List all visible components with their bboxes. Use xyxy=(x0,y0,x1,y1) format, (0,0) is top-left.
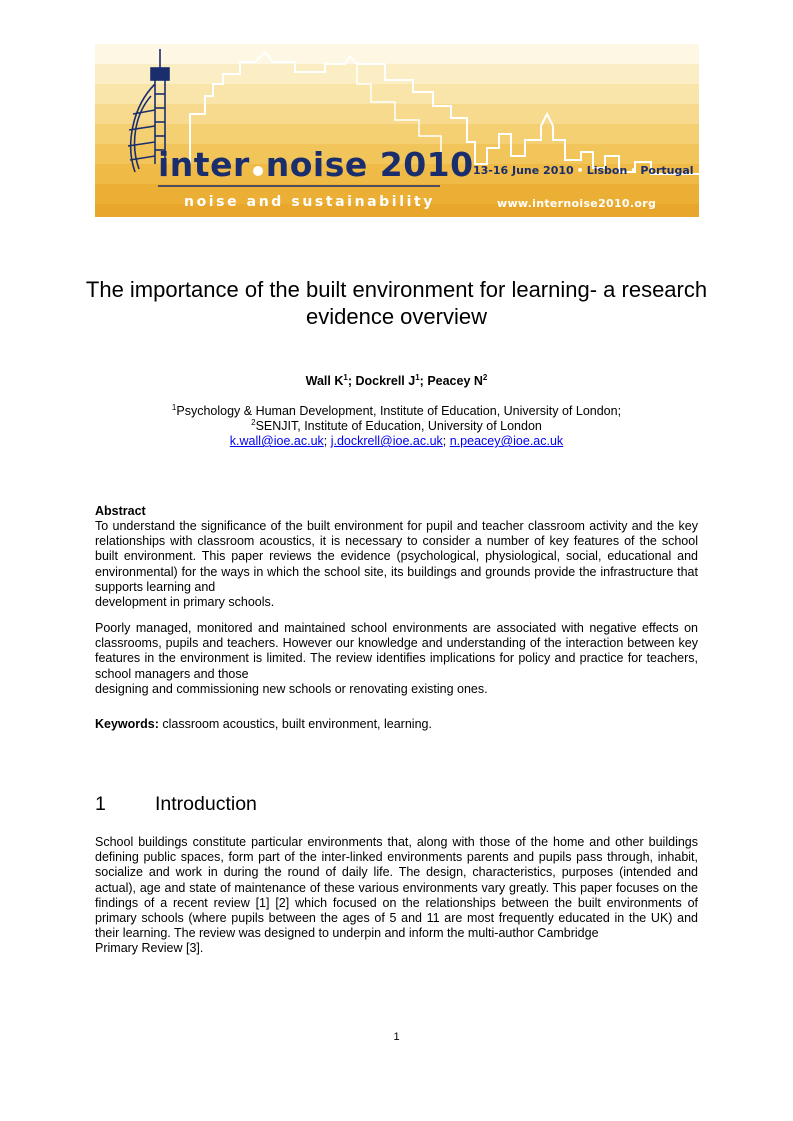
separator-dot: • xyxy=(630,164,638,177)
paragraph-last-line: development in primary schools. xyxy=(95,595,275,610)
keywords-text: classroom acoustics, built environment, learning. xyxy=(158,717,432,731)
paragraph-body: Poorly managed, monitored and maintained school environments are associated with negative effects on classrooms, pupils and teachers. However our knowledge and understanding of the interaction between key features in the environment is limited. The review identifies implications for policy and practice for teachers, school managers and those xyxy=(95,621,698,681)
affiliation-text: Psychology & Human Development, Institute of Education, University of London; xyxy=(176,404,622,418)
email-link[interactable]: j.dockrell@ioe.ac.uk xyxy=(330,434,443,448)
affiliation-mark: 2 xyxy=(251,418,256,427)
email-line: k.wall@ioe.ac.uk; j.dockrell@ioe.ac.uk; n.peacey@ioe.ac.uk xyxy=(229,434,564,448)
conference-date-location xyxy=(473,165,694,176)
affiliation-mark: 1 xyxy=(171,403,177,412)
author-name: Dockrell J xyxy=(355,374,416,388)
paragraph-last-line: designing and commissioning new schools or renovating existing ones. xyxy=(95,681,488,696)
page-number: 1 xyxy=(393,1031,400,1043)
conference-subtitle: noise and sustainability xyxy=(184,194,436,210)
section-heading xyxy=(95,792,257,816)
conference-url: www.internoise2010.org xyxy=(497,197,657,210)
conference-country: Portugal xyxy=(640,164,694,177)
section-title: Introduction xyxy=(155,793,257,815)
author-name: Wall K xyxy=(305,374,344,388)
abstract-paragraph xyxy=(95,519,698,610)
separator-dot: • xyxy=(576,164,584,177)
author-affiliation-mark: 2 xyxy=(482,373,488,382)
logo-dot xyxy=(253,166,263,176)
author-list: Wall $K^1$; Dockrell $J^1$; Peacey $N^2$ xyxy=(305,373,488,388)
conference-banner xyxy=(95,44,699,217)
affiliation-line xyxy=(0,419,793,434)
email-link[interactable]: k.wall@ioe.ac.uk xyxy=(229,434,324,448)
paragraph-last-line: Primary Review [3]. xyxy=(95,941,204,956)
paragraph-body: To understand the significance of the built environment for pupil and teacher classroom activity and the key relationships with classroom acoustics, it is necessary to consider a number of key features of the school built environment. This paper reviews the evidence (psychological, physiological, social, educational and environmental) for the ways in which the school site, its buildings and grounds provide the infrastructure that supports learning and xyxy=(95,519,698,594)
author-affiliation-mark: 1 xyxy=(415,373,420,382)
conference-logo xyxy=(158,145,474,184)
abstract-heading: Abstract xyxy=(95,504,146,518)
conference-city: Lisbon xyxy=(586,164,628,177)
keywords-line xyxy=(95,717,432,732)
keywords-label: Keywords: xyxy=(95,717,159,731)
affiliation-line xyxy=(0,404,793,419)
author-name: Peacey N xyxy=(427,374,483,388)
conference-date: 13-16 June 2010 xyxy=(473,164,574,177)
intro-paragraph xyxy=(95,835,698,957)
affiliation-text: SENJIT, Institute of Education, University of London xyxy=(255,419,542,433)
section-number: 1 xyxy=(95,793,106,815)
author-affiliation-mark: 1 xyxy=(343,373,348,382)
paper-title: The importance of the built environment for learning- a research evidence overview xyxy=(85,277,708,329)
paragraph-body: School buildings constitute particular environments that, along with those of the home and other buildings defining public spaces, form part of the inter-linked environments parents and pupils pass through, inhabit, socialize and work in during the round of daily life. The design, characteristics, purposes (intended and actual), age and state of maintenance of these various environments vary greatly. This paper focuses on the findings of a recent review [1] [2] which focused on the relationships between the built environments of primary schools (where pupils between the ages of 5 and 11 are most frequently educated in the UK) and their learning. The review was designed to underpin and inform the multi-author Cambridge xyxy=(95,835,698,941)
email-link[interactable]: n.peacey@ioe.ac.uk xyxy=(449,434,564,448)
lisbon-skyline-illustration xyxy=(95,44,699,217)
logo-text-noise: noise 2010 xyxy=(265,145,474,184)
affiliations xyxy=(0,404,793,449)
abstract-paragraph xyxy=(95,621,698,697)
logo-text-inter: inter xyxy=(158,145,250,184)
